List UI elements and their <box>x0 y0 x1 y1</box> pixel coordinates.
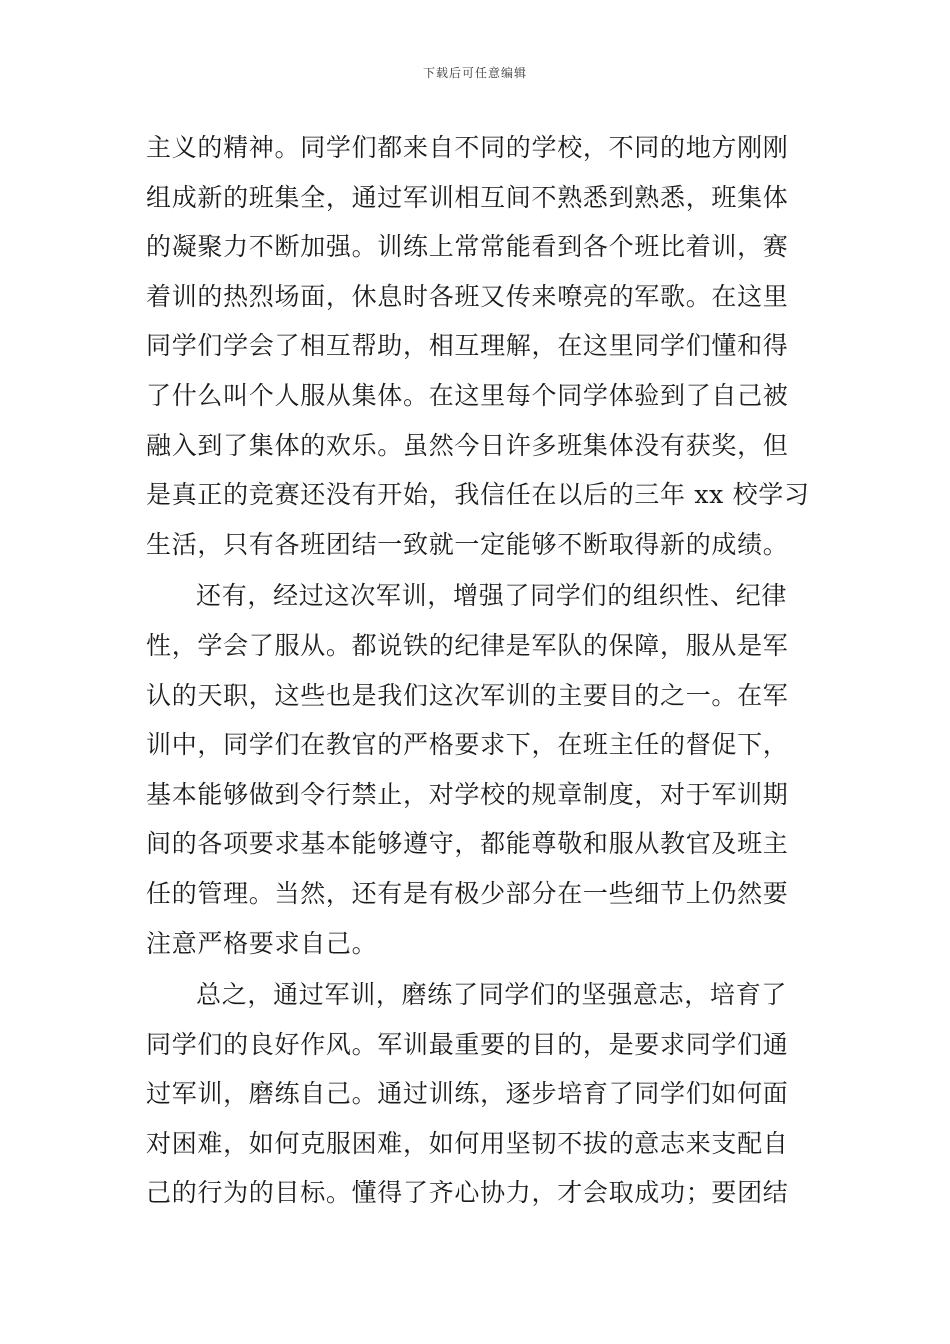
text-line: 对困难，如何克服困难，如何用坚韧不拔的意志来支配自 <box>146 1128 789 1158</box>
text-line: 性，学会了服从。都说铁的纪律是军队的保障，服从是军 <box>146 630 789 660</box>
text-line: 总之，通过军训，磨练了同学们的坚强意志，培育了 <box>196 980 788 1010</box>
text-line: 还有，经过这次军训，增强了同学们的组织性、纪律 <box>196 581 788 611</box>
paragraph-2 <box>146 571 808 968</box>
text-line: 认的天职，这些也是我们这次军训的主要目的之一。在军 <box>146 680 789 710</box>
text-line: 了什么叫个人服从集体。在这里每个同学体验到了自己被 <box>146 380 789 410</box>
paragraph-3 <box>146 970 808 1218</box>
text-line: 注意严格要求自己。 <box>146 928 378 958</box>
text-line: 间的各项要求基本能够遵守，都能尊敬和服从教官及班主 <box>146 829 789 859</box>
text-line: 同学们学会了相互帮助，相互理解，在这里同学们懂和得 <box>146 331 789 361</box>
document-body <box>146 123 808 1218</box>
text-line: 的凝聚力不断加强。训练上常常能看到各个班比着训，赛 <box>146 232 789 262</box>
text-line: 己的行为的目标。懂得了齐心协力，才会取成功；要团结 <box>146 1178 789 1208</box>
text-line: 是真正的竞赛还没有开始，我信任在以后的三年 xx 校学习 <box>146 480 810 510</box>
text-line: 主义的精神。同学们都来自不同的学校，不同的地方刚刚 <box>146 133 789 162</box>
text-line: 同学们的良好作风。军训最重要的目的，是要求同学们通 <box>146 1029 789 1059</box>
text-line: 着训的热烈场面，休息时各班又传来嘹亮的军歌。在这里 <box>146 281 789 311</box>
paragraph-1 <box>146 123 808 569</box>
text-line: 融入到了集体的欢乐。虽然今日许多班集体没有获奖，但 <box>146 430 789 460</box>
text-line: 过军训，磨练自己。通过训练，逐步培育了同学们如何面 <box>146 1079 789 1109</box>
header-note: 下载后可任意编辑 <box>422 66 527 80</box>
text-line: 任的管理。当然，还有是有极少部分在一些细节上仍然要 <box>146 878 789 908</box>
text-line: 基本能够做到令行禁止，对学校的规章制度，对于军训期 <box>146 779 789 809</box>
text-line: 训中，同学们在教官的严格要求下，在班主任的督促下， <box>146 730 789 760</box>
text-line: 生活，只有各班团结一致就一定能够不断取得新的成绩。 <box>146 529 789 559</box>
text-line: 组成新的班集全，通过军训相互间不熟悉到熟悉，班集体 <box>146 182 789 212</box>
